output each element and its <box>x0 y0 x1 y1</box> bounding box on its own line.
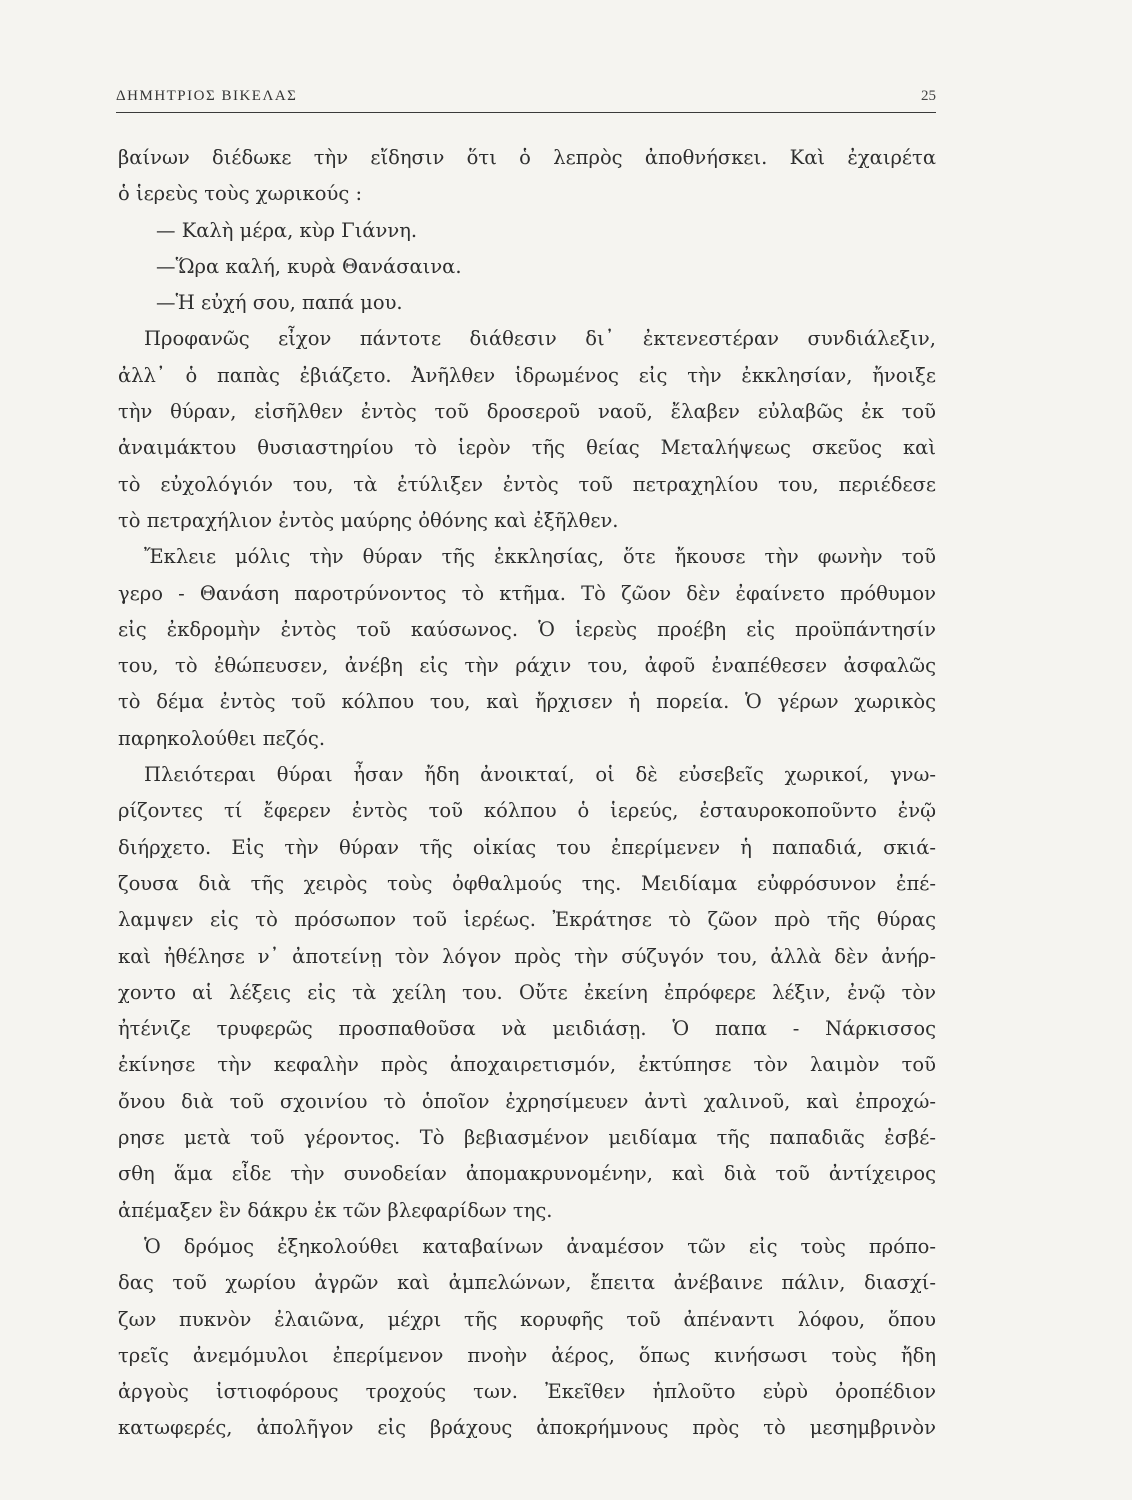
text-line: βαίνων διέδωκε τὴν εἴδησιν ὅτι ὁ λεπρὸς ἀποθνήσκει. Καὶ ἐχαιρέτα <box>118 146 936 169</box>
text-line: του, τὸ ἐθώπευσεν, ἀνέβη εἰς τὴν ράχιν του, ἀφοῦ ἐναπέθεσεν ἀσφαλῶς <box>118 654 936 678</box>
text-line: ἀλλ᾿ ὁ παπὰς ἐβιάζετο. Ἀνῆλθεν ἱδρωμένος εἰς τὴν ἐκκλησίαν, ἤνοιξε <box>118 363 936 387</box>
text-line: ὄνου διὰ τοῦ σχοινίου τὸ ὁποῖον ἐχρησίμευεν ἀντὶ χαλινοῦ, καὶ ἐπροχώ- <box>118 1089 936 1113</box>
text-line: ρησε μετὰ τοῦ γέροντος. Τὸ βεβιασμένον μειδίαμα τῆς παπαδιᾶς ἐσβέ- <box>118 1126 936 1150</box>
text-line: Ἔκλειε μόλις τὴν θύραν τῆς ἐκκλησίας, ὅτε ἤκουσε τὴν φωνὴν τοῦ <box>144 545 936 569</box>
text-line: λαμψεν εἰς τὸ πρόσωπον τοῦ ἱερέως. Ἐκράτησε τὸ ζῶον πρὸ τῆς θύρας <box>118 908 936 932</box>
text-line: ἀργοὺς ἱστιοφόρους τροχούς των. Ἐκεῖθεν ἡπλοῦτο εὐρὺ ὀροπέδιον <box>118 1380 936 1404</box>
text-line: γερο - Θανάση παροτρύνοντος τὸ κτῆμα. Τὸ ζῶον δὲν ἐφαίνετο πρόθυμον <box>118 581 936 605</box>
text-line: δας τοῦ χωρίου ἀγρῶν καὶ ἀμπελώνων, ἔπειτα ἀνέβαινε πάλιν, διασχί- <box>118 1271 936 1295</box>
page-header <box>116 84 936 113</box>
text-line: ρίζοντες τί ἔφερεν ἐντὸς τοῦ κόλπου ὁ ἱερεύς, ἐσταυροκοποῦντο ἐνῷ <box>118 799 936 823</box>
running-title: ΔΗΜΗΤΡΙΟΣ ΒΙΚΕΛΑΣ <box>116 88 298 104</box>
body-text <box>118 140 936 1447</box>
text-line: ἠτένιζε τρυφερῶς προσπαθοῦσα νὰ μειδιάσῃ. Ὁ παπα - Νάρκισσος <box>118 1017 936 1041</box>
text-line: χοντο αἱ λέξεις εἰς τὰ χείλη του. Οὔτε ἐκείνη ἐπρόφερε λέξιν, ἐνῷ τὸν <box>118 980 936 1004</box>
text-line: τὸ πετραχήλιον ἐντὸς μαύρης ὀθόνης καὶ ἐξῆλθεν. <box>118 508 619 532</box>
text-line: ζουσα διὰ τῆς χειρὸς τοὺς ὀφθαλμούς της. Μειδίαμα εὐφρόσυνον ἐπέ- <box>118 871 936 895</box>
text-line: Πλειότεραι θύραι ἦσαν ἤδη ἀνοικταί, οἱ δὲ εὐσεβεῖς χωρικοί, γνω- <box>144 763 936 787</box>
text-line: τρεῖς ἀνεμόμυλοι ἐπερίμενον πνοὴν ἀέρος, ὅπως κινήσωσι τοὺς ἤδη <box>118 1343 936 1367</box>
page-number: 25 <box>921 88 936 104</box>
text-line: ἀπέμαξεν ἓν δάκρυ ἐκ τῶν βλεφαρίδων της. <box>118 1198 553 1222</box>
text-line: σθη ἅμα εἶδε τὴν συνοδείαν ἀπομακρυνομένην, καὶ διὰ τοῦ ἀντίχειρος <box>118 1162 936 1186</box>
text-line: καὶ ἠθέλησε ν᾿ ἀποτείνῃ τὸν λόγον πρὸς τὴν σύζυγόν του, ἀλλὰ δὲν ἀνήρ- <box>118 944 936 968</box>
text-line: τὸ δέμα ἐντὸς τοῦ κόλπου του, καὶ ἤρχισεν ἡ πορεία. Ὁ γέρων χωρικὸς <box>118 690 936 714</box>
text-line: εἰς ἐκδρομὴν ἐντὸς τοῦ καύσωνος. Ὁ ἱερεὺς προέβη εἰς προϋπάντησίν <box>118 617 936 641</box>
text-line: Ὁ δρόμος ἐξηκολούθει καταβαίνων ἀναμέσον τῶν εἰς τοὺς πρόπο- <box>144 1234 936 1258</box>
text-line: ἀναιμάκτου θυσιαστηρίου τὸ ἱερὸν τῆς θείας Μεταλήψεως σκεῦος καὶ <box>118 436 936 460</box>
dialogue-line: — Καλὴ μέρα, κὺρ Γιάννη. <box>156 218 418 242</box>
dialogue-line: —Ὥρα καλή, κυρὰ Θανάσαινα. <box>156 254 462 278</box>
text-line: ζων πυκνὸν ἐλαιῶνα, μέχρι τῆς κορυφῆς τοῦ ἀπέναντι λόφου, ὅπου <box>118 1307 936 1331</box>
text-line: ἐκίνησε τὴν κεφαλὴν πρὸς ἀποχαιρετισμόν, ἐκτύπησε τὸν λαιμὸν τοῦ <box>118 1053 936 1077</box>
text-line: ὁ ἱερεὺς τοὺς χωρικούς : <box>118 182 363 206</box>
text-line: παρηκολούθει πεζός. <box>118 726 326 750</box>
text-line: κατωφερές, ἀπολῆγον εἰς βράχους ἀποκρήμνους πρὸς τὸ μεσημβρινὸν <box>118 1416 936 1440</box>
text-line: τὸ εὐχολόγιόν του, τὰ ἐτύλιξεν ἐντὸς τοῦ πετραχηλίου του, περιέδεσε <box>118 472 936 496</box>
text-line: διήρχετο. Εἰς τὴν θύραν τῆς οἰκίας του ἐπερίμενεν ἡ παπαδιά, σκιά- <box>118 835 936 859</box>
text-line: Προφανῶς εἶχον πάντοτε διάθεσιν δι᾿ ἐκτενεστέραν συνδιάλεξιν, <box>144 327 936 351</box>
text-line: τὴν θύραν, εἰσῆλθεν ἐντὸς τοῦ δροσεροῦ ναοῦ, ἔλαβεν εὐλαβῶς ἐκ τοῦ <box>118 400 936 424</box>
dialogue-line: —Ἡ εὐχή σου, παπά μου. <box>156 291 403 315</box>
